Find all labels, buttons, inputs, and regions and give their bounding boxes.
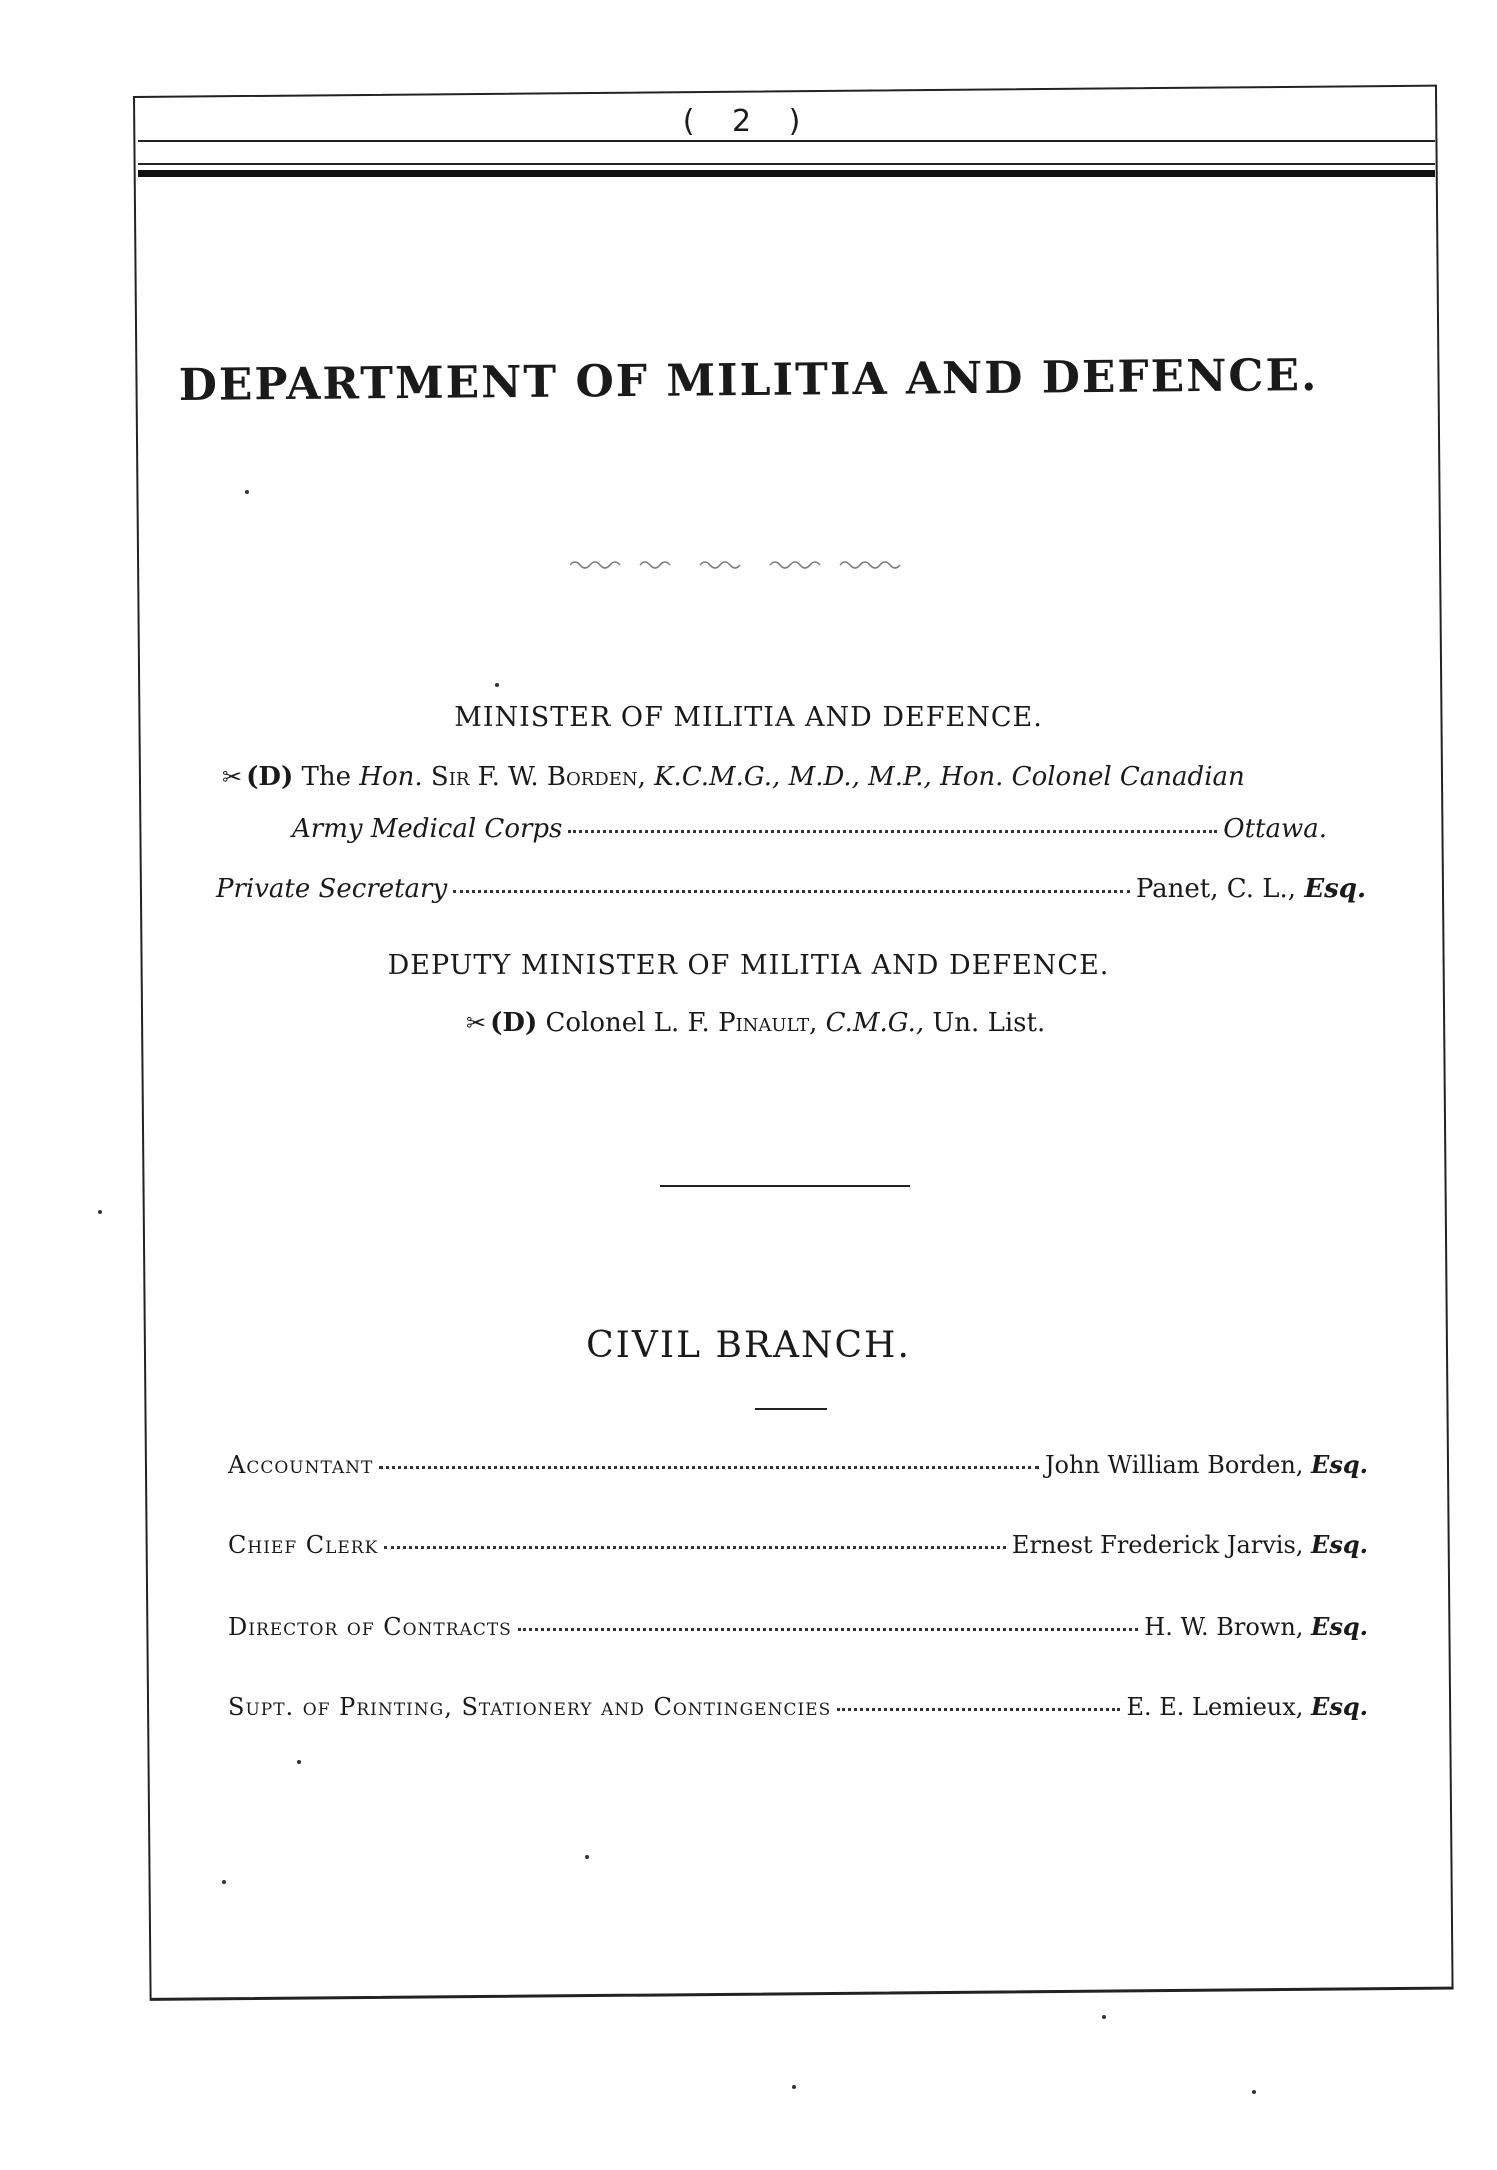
civil-row-label: Director of Contracts: [228, 1613, 512, 1641]
civil-row-accountant: [228, 1450, 1368, 1479]
scan-speck: [222, 1880, 226, 1884]
civil-row-label: Supt. of Printing, Stationery and Contingencies: [228, 1693, 832, 1721]
deputy-list: Un. List.: [932, 1008, 1046, 1038]
minister-unit: Army Medical Corps: [292, 814, 563, 844]
dot-leader: [384, 1546, 1006, 1549]
deputy-line: [466, 1008, 1045, 1038]
deputy-honours: C.M.G.,: [825, 1008, 925, 1038]
minister-honours: K.C.M.G., M.D., M.P.,: [654, 762, 932, 792]
civil-row-esq: Esq.: [1311, 1612, 1368, 1641]
scan-speck: [1252, 2090, 1256, 2094]
civil-row-supt-printing: [228, 1692, 1368, 1721]
civil-row-name: John William Borden,: [1044, 1451, 1304, 1479]
dot-leader: [518, 1628, 1138, 1631]
dot-leader: [837, 1708, 1120, 1711]
minister-line-2: [292, 814, 1327, 844]
deputy-name: L. F. Pinault,: [653, 1008, 818, 1038]
scan-speck: [98, 1210, 102, 1214]
scissors-pointer-icon: ✂: [222, 763, 243, 791]
civil-row-director-contracts: [228, 1612, 1368, 1641]
scan-speck: [1102, 2015, 1106, 2019]
minister-marker: (D): [246, 762, 294, 792]
dot-leader: [568, 830, 1217, 833]
minister-place: Ottawa.: [1223, 814, 1327, 844]
scan-speck: [297, 1760, 301, 1764]
civil-row-label: Accountant: [228, 1451, 374, 1479]
private-secretary-name: Panet, C. L.,: [1135, 874, 1297, 904]
civil-row-name: Ernest Frederick Jarvis,: [1011, 1531, 1304, 1559]
header-rule-thin-top: [138, 140, 1435, 142]
civil-row-esq: Esq.: [1311, 1450, 1368, 1479]
minister-heading: MINISTER OF MILITIA AND DEFENCE.: [454, 702, 1043, 733]
private-secretary-label: Private Secretary: [216, 874, 448, 904]
deputy-rank: Colonel: [545, 1008, 646, 1038]
scissors-pointer-icon: ✂: [466, 1009, 487, 1037]
civil-row-label: Chief Clerk: [228, 1531, 379, 1559]
deputy-marker: (D): [490, 1008, 538, 1038]
page-number: ( 2 ): [682, 104, 815, 139]
civil-row-esq: Esq.: [1311, 1692, 1368, 1721]
page-title: DEPARTMENT OF MILITIA AND DEFENCE.: [178, 350, 1319, 411]
scan-speck: [792, 2085, 796, 2089]
civil-row-name: E. E. Lemieux,: [1126, 1693, 1304, 1721]
decorative-squiggle: [570, 555, 950, 575]
civil-row-name: H. W. Brown,: [1144, 1613, 1304, 1641]
scan-speck: [495, 683, 499, 687]
civil-row-esq: Esq.: [1311, 1530, 1368, 1559]
minister-prefix: The: [301, 762, 352, 792]
dot-leader: [453, 890, 1130, 893]
private-secretary-line: [216, 874, 1366, 904]
private-secretary-esq: Esq.: [1304, 874, 1366, 904]
header-rule-thin: [138, 163, 1435, 165]
minister-name: Sir F. W. Borden,: [430, 762, 646, 792]
deputy-heading: DEPUTY MINISTER OF MILITIA AND DEFENCE.: [387, 950, 1110, 981]
header-rule-thick: [138, 170, 1435, 177]
minister-hon-colonel: Hon. Colonel Canadian: [940, 762, 1245, 792]
dot-leader: [379, 1466, 1039, 1469]
scan-speck: [245, 490, 249, 494]
minister-hon: Hon.: [359, 762, 423, 792]
civil-row-chief-clerk: [228, 1530, 1368, 1559]
scan-speck: [585, 1855, 589, 1859]
section-divider: [660, 1185, 910, 1187]
civil-branch-heading: CIVIL BRANCH.: [586, 1325, 911, 1366]
civil-branch-underline: [755, 1408, 827, 1410]
minister-line-1: [222, 762, 1245, 792]
